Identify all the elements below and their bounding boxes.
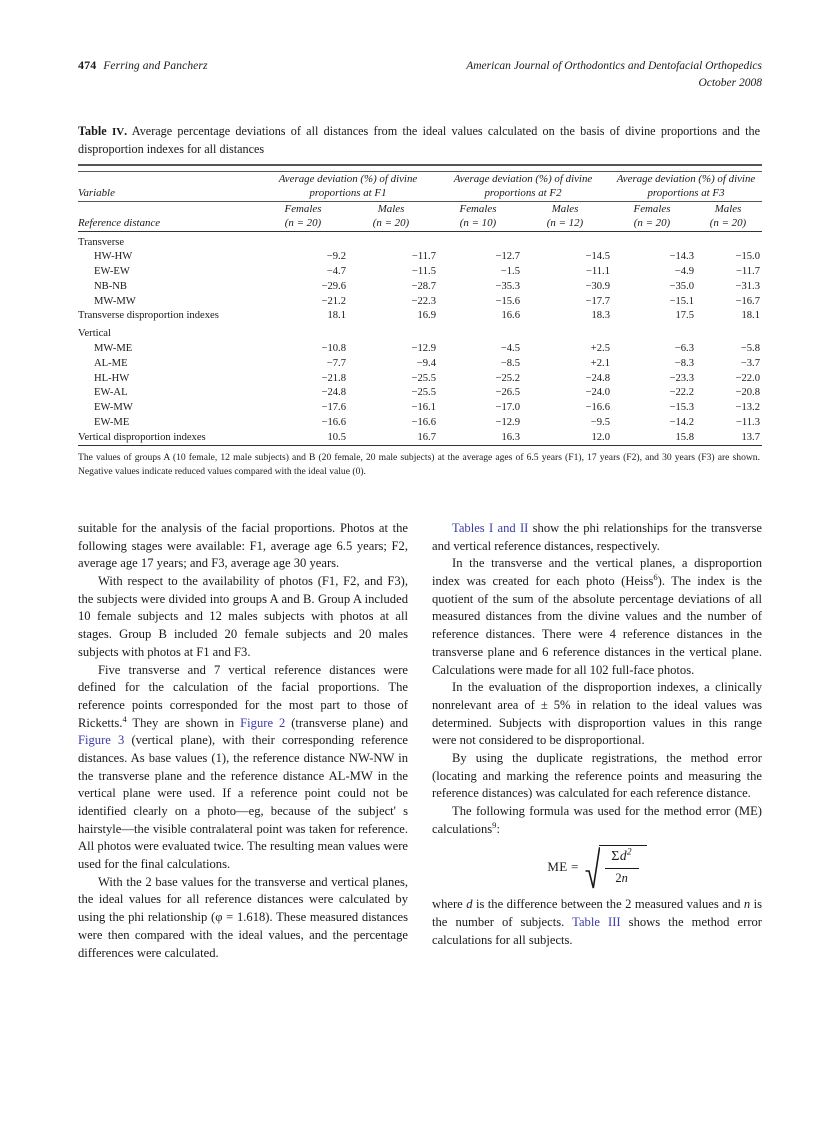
header-group-f1: Average deviation (%) of divine proportions at F1 [260,171,436,201]
table-row [78,371,762,386]
row-value: −13.2 [735,402,760,414]
row-value: −11.3 [735,416,760,428]
row-value: −16.6 [321,416,346,428]
row-value: −25.5 [411,387,436,399]
table-row [78,386,762,401]
table-note: The values of groups A (10 female, 12 male subjects) and B (20 female, 20 male subjects) at the average ages of 6.5 years (F1), 17 years (F2), and 30 years (F3) are shown. Negative values indicate reduced values compared with the ideal value (0). [78,451,760,477]
left-p3-text-2: They are shown in [126,715,241,730]
issue-date: October 2008 [698,76,762,89]
right-p2-text-1: In the transverse and the vertical planes, a disproportion index was created for each photo (Heiss [432,556,762,589]
right-p6-var-d: d [466,897,473,912]
row-value: −16.7 [735,295,760,307]
table-body [78,231,762,445]
running-head [78,58,762,91]
link-figure-2[interactable]: Figure 2 [240,715,286,730]
row-value: −11.7 [411,251,436,263]
row-value: −21.2 [321,295,346,307]
radical-contents [599,845,647,889]
right-p6-text-3: is the number of subjects. [432,897,762,930]
right-p1-text: show the phi relationships for the transverse and vertical reference distances, respectively. [432,521,762,553]
row-value: 17.5 [675,310,694,322]
header-group-f3: Average deviation (%) of divine proportions at F3 [610,171,762,201]
left-p3-text-4: (vertical plane), with their corresponding reference distances. As base values (1), the reference distance NW-NW in the transverse plane and the reference distance AL-MW in the vertical plane were used. If a reference point could not be identified clearly on a photo—eg, because of the subject' s hairstyle—the visible contralateral point was taken for reference. All photos were evaluated twice. The resulting mean values were used for the final calculations. [78,733,409,872]
page-number: 474 [78,58,97,72]
row-value: −17.7 [585,295,610,307]
row-value: −14.3 [669,251,694,263]
formula-lhs: ME = [547,859,579,875]
right-paragraph-3: In the evaluation of the disproportion indexes, a clinically nonrelevant area of ± 5% in relation to the ideal values was determined. Subjects with disproportion values in this range were not considered to be disproportional. [432,680,762,748]
row-value: −29.6 [321,280,346,292]
table-row [78,415,762,430]
right-column [432,520,762,962]
header-f1-females: Females (n = 20) [284,202,322,230]
table-row [78,249,762,264]
row-value: 16.6 [501,310,520,322]
radical-sign-icon [585,845,600,889]
formula-num-exponent: 2 [627,846,632,857]
table-row [78,400,762,415]
row-value: −31.3 [735,280,760,292]
left-paragraph-4: With the 2 base values for the transverse and vertical planes, the ideal values for all reference distances were calculated by using the phi relationship (φ = 1.618). These measured distances were then compared with the ideal values, and the percentage differences were calculated. [78,874,408,960]
row-value: −24.0 [585,387,610,399]
row-value: −11.7 [735,266,760,278]
table-row [78,430,762,445]
table-caption-label: Table IV. [78,124,128,138]
row-value: −17.0 [495,402,520,414]
table-row [78,356,762,371]
table-row [78,279,762,294]
left-column [78,520,408,962]
row-value: −16.1 [411,402,436,414]
row-value [610,231,694,249]
table-row [78,264,762,279]
right-paragraph-1 [432,520,762,555]
row-value [694,231,762,249]
row-value: −24.8 [321,387,346,399]
row-value: −8.5 [500,357,520,369]
row-value: 18.3 [591,310,610,322]
right-paragraph-2 [432,555,762,679]
row-value: −10.8 [321,343,346,355]
row-value: −28.7 [411,280,436,292]
journal-title: American Journal of Orthodontics and Dentofacial Orthopedics [466,60,762,72]
header-variable: Variable [78,171,260,201]
row-value: −23.3 [669,372,694,384]
row-value: −22.3 [411,295,436,307]
row-value: −15.3 [669,402,694,414]
row-value: −4.7 [326,266,346,278]
row-value: −9.5 [590,416,610,428]
table-caption-text: Average percentage deviations of all distances from the ideal values calculated on the basis of divine proportions and the disproportion indexes for all distances [78,124,760,156]
row-value: −1.5 [500,266,520,278]
row-value: −15.0 [735,251,760,263]
row-value [610,323,694,341]
row-value: −11.5 [411,266,436,278]
link-figure-3[interactable]: Figure 3 [78,733,125,748]
row-value: −26.5 [495,387,520,399]
row-value: 12.0 [591,431,610,443]
row-value [260,231,346,249]
row-label: EW-ME [94,416,130,428]
row-value: −21.8 [321,372,346,384]
link-tables-i-ii[interactable]: Tables I and II [452,521,529,535]
row-label: AL-ME [94,357,128,369]
row-value: −5.8 [740,343,760,355]
row-label: MW-ME [94,343,133,355]
link-table-iii[interactable]: Table III [572,915,621,930]
row-value: −12.9 [411,343,436,355]
row-value [436,231,520,249]
header-f3-males: Males (n = 20) [709,202,747,230]
header-group-f2: Average deviation (%) of divine proportions at F2 [436,171,610,201]
row-label: EW-AL [94,387,128,399]
right-p5-text-2: : [496,821,500,836]
header-reference-distance: Reference distance [78,217,161,230]
row-value: −15.6 [495,295,520,307]
row-value: −8.3 [674,357,694,369]
row-label: HL-HW [94,372,130,384]
row-label: MW-MW [94,295,136,307]
row-value: −22.2 [669,387,694,399]
row-label: Transverse [78,236,125,248]
header-f3-females: Females (n = 20) [633,202,671,230]
row-value: 15.8 [675,431,694,443]
row-value [260,323,346,341]
citation-ref-6: 6 [653,571,658,582]
row-value: −12.9 [495,416,520,428]
right-p2-text-2: ). The index is the quotient of the sum of the absolute percentage deviations of all measured distances from the divine values and the number of reference distances. There were 4 reference distances in the transverse plane and 6 reference distances in the vertical plane. Calculations were made for all 102 full-face photos. [432,574,763,677]
row-value [520,323,610,341]
row-value: −4.5 [500,343,520,355]
row-value [694,323,762,341]
formula-num-var: d [619,848,627,864]
row-value [520,231,610,249]
row-value: −16.6 [585,402,610,414]
right-paragraph-4: By using the duplicate registrations, the method error (locating and marking the reference points and measuring the reference distances) was calculated for each reference distance. [432,750,762,801]
row-value: −7.7 [326,357,346,369]
row-value: −20.8 [735,387,760,399]
table-row [78,294,762,309]
table-bottom-rule [78,445,762,446]
formula-den-var: n [621,871,628,886]
running-head-left [78,58,208,73]
right-paragraph-5 [432,803,762,838]
row-value: 18.1 [327,310,346,322]
left-paragraph-1: suitable for the analysis of the facial proportions. Photos at the following stages were available: F1, average age 6.5 years; F2, average age 17 years; and F3, average age 30 years. [78,521,408,571]
formula-denominator [615,869,628,888]
row-value: −22.0 [735,372,760,384]
row-value: 10.5 [327,431,346,443]
row-value: +2.5 [590,343,610,355]
row-value: −16.6 [411,416,436,428]
row-value: −9.2 [326,251,346,263]
running-head-authors: Ferring and Pancherz [103,60,208,72]
table-row [78,341,762,356]
row-value: −35.0 [669,280,694,292]
table-row [78,309,762,324]
left-paragraph-2: With respect to the availability of photos (F1, F2, and F3), the subjects were divided into groups A and B. Group A included 10 female subjects and 12 males subjects with photos at all stages. Group B included 20 female subjects and 20 males subjects with photos at F1 and F3. [78,574,408,659]
body-columns [78,520,762,962]
table-row [78,231,762,249]
header-f2-males: Males (n = 12) [546,202,584,230]
sigma-icon: Σ [611,849,620,865]
table-iv-block [78,123,762,478]
formula-numerator [609,847,634,868]
row-label: EW-MW [94,402,133,414]
row-value [436,323,520,341]
row-value: 16.7 [417,431,436,443]
row-value: −15.1 [669,295,694,307]
right-paragraph-6 [432,896,762,949]
row-value: −30.9 [585,280,610,292]
right-p6-text-4: shows the method error calculations for all subjects. [432,915,763,947]
left-paragraph-3 [78,662,408,874]
row-value: −25.5 [411,372,436,384]
table-row [78,323,762,341]
table-head [78,165,762,231]
row-value: −25.2 [495,372,520,384]
row-value: −24.8 [585,372,610,384]
row-value: 13.7 [741,431,760,443]
right-p6-var-n: n [743,897,751,912]
left-p3-text-3: (transverse plane) and [285,715,409,730]
row-value: −4.9 [674,266,694,278]
formula-den-coefficient: 2 [615,871,622,886]
row-value: −14.5 [585,251,610,263]
row-value: −12.7 [495,251,520,263]
header-f1-males: Males (n = 20) [372,202,410,230]
table-caption [78,123,762,158]
row-value: −35.3 [495,280,520,292]
row-value: −3.7 [740,357,760,369]
row-value: +2.1 [590,357,610,369]
citation-ref-4: 4 [122,713,127,724]
right-p5-text-1: The following formula was used for the method error (ME) calculations [432,804,762,836]
citation-ref-9: 9 [492,819,497,830]
row-label: Vertical [78,328,111,340]
running-head-right [466,58,762,91]
row-value [346,231,436,249]
row-value: −6.3 [674,343,694,355]
row-label: Transverse disproportion indexes [78,310,219,322]
table-foot [78,445,762,446]
right-p6-text-1: where [432,897,467,912]
table-iv [78,164,762,446]
row-label: HW-HW [94,251,133,263]
table-sub-header-row [78,201,762,230]
row-value: −9.4 [416,357,436,369]
square-root-expression [585,845,647,889]
row-value: −17.6 [321,402,346,414]
row-label: EW-EW [94,266,130,278]
row-value: −11.1 [585,266,610,278]
row-label: Vertical disproportion indexes [78,431,206,443]
header-f2-females: Females (n = 10) [459,202,497,230]
row-value: 18.1 [741,310,760,322]
right-p6-text-2: is the difference between the 2 measured values and [472,897,744,912]
row-value [346,323,436,341]
left-p3-text-1: Five transverse and 7 vertical reference distances were defined for the calculation of the facial proportions. The reference points corresponded for the most part to those of Ricketts. [78,662,408,730]
row-label: NB-NB [94,280,127,292]
row-value: 16.3 [501,431,520,443]
row-value: −14.2 [669,416,694,428]
method-error-formula [432,845,762,889]
table-group-header-row [78,171,762,201]
row-value: 16.9 [417,310,436,322]
